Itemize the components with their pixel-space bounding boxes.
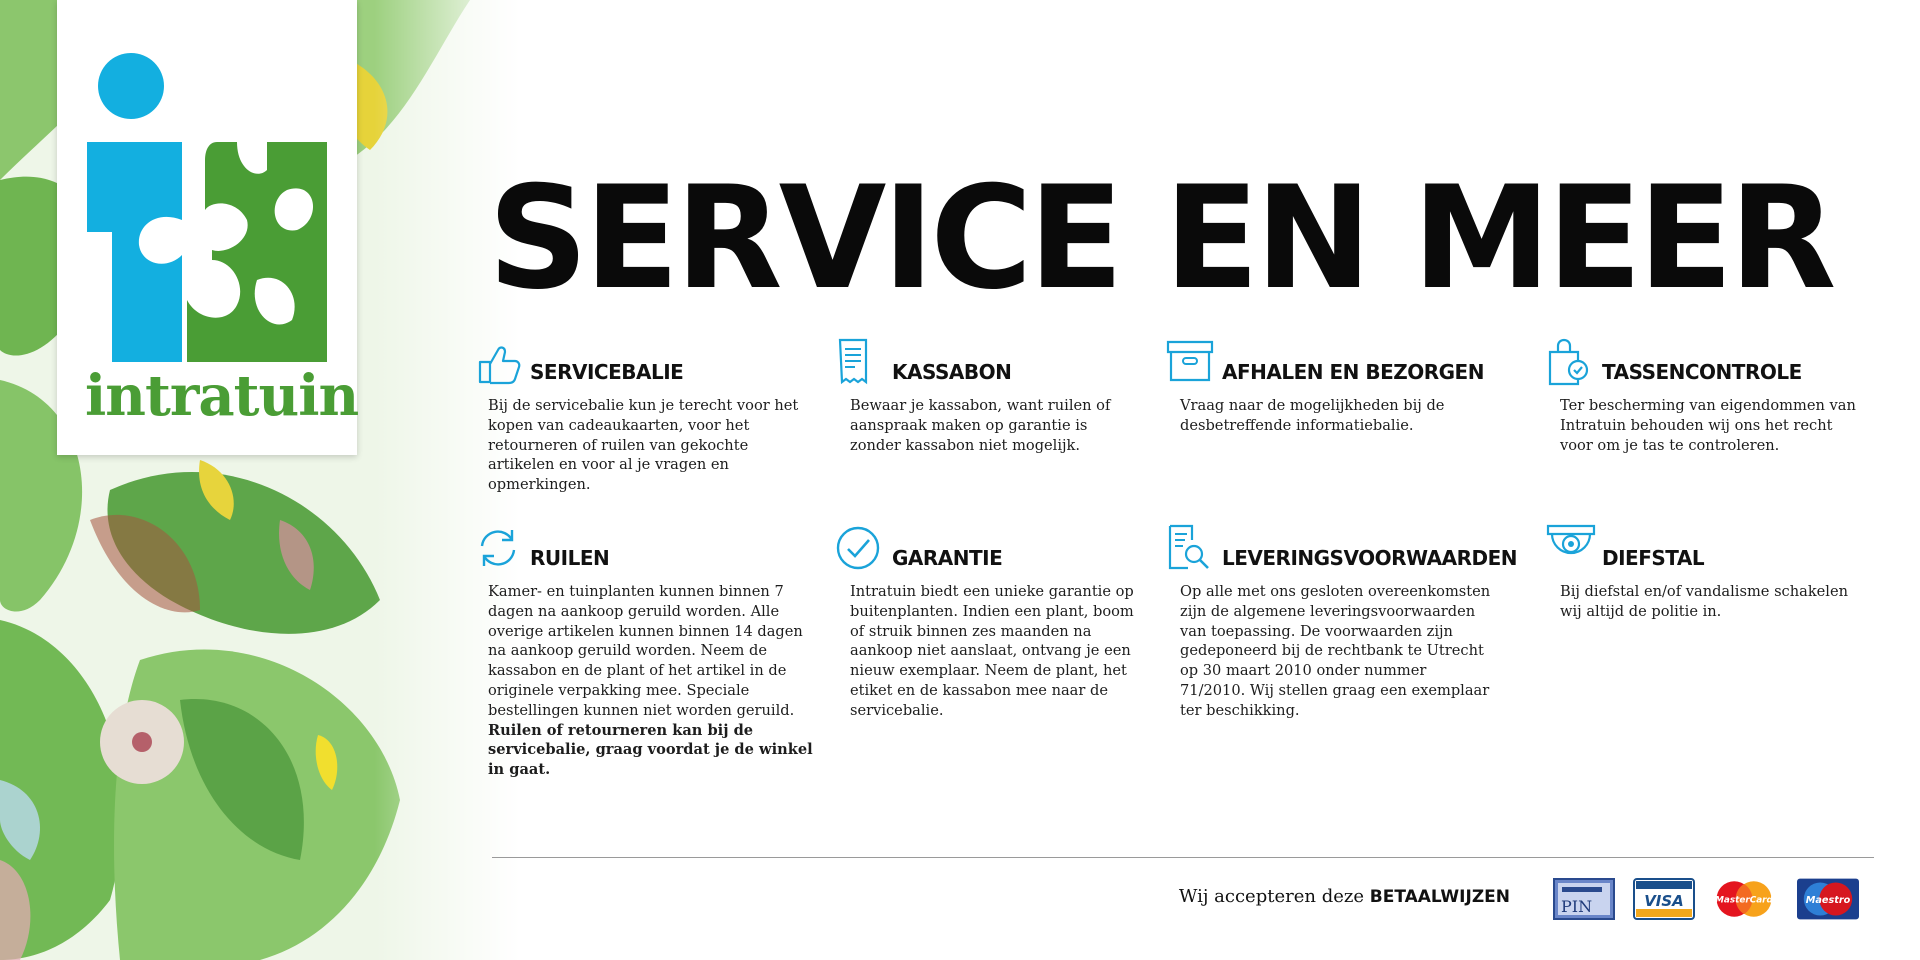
section-title: AFHALEN EN BEZORGEN (1222, 360, 1484, 384)
pin-card-icon (1553, 878, 1615, 920)
section-header (1166, 338, 1496, 386)
section-body (474, 396, 814, 495)
receipt-icon (836, 338, 886, 386)
section-tassencontrole (1546, 338, 1856, 455)
section-body-text: Op alle met ons gesloten overeenkomsten zijn de algemene leveringsvoorwaarden van toepassing. De voorwaarden zijn gedeponeerd bij de rechtbank te Utrecht op 30 maart 2010 onder nummer 71/2010. Wij stellen graag een exemplaar ter beschikking. (1180, 583, 1491, 719)
section-title: RUILEN (530, 546, 610, 570)
box-icon (1166, 338, 1216, 386)
section-body (1546, 582, 1856, 622)
section-title: TASSENCONTROLE (1602, 360, 1802, 384)
section-header (836, 338, 1136, 386)
payment-methods-label (1179, 886, 1510, 907)
maestro-card-icon (1797, 878, 1859, 920)
section-body-text: Ter bescherming van eigendommen van Intratuin behouden wij ons het recht voor om je tas te controleren. (1560, 397, 1856, 454)
section-body-text: Bewaar je kassabon, want ruilen of aanspraak maken op garantie is zonder kassabon niet mogelijk. (850, 397, 1111, 454)
section-title: GARANTIE (892, 546, 1003, 570)
section-body (836, 396, 1136, 455)
section-header (836, 524, 1146, 572)
section-header (1546, 524, 1856, 572)
section-header (474, 524, 814, 572)
section-leveringsvoorwaarden (1166, 524, 1517, 721)
section-title: SERVICEBALIE (530, 360, 684, 384)
section-ruilen (474, 524, 814, 780)
section-header (1166, 524, 1517, 572)
exchange-arrows-icon (474, 524, 524, 572)
payment-label-bold: BETAALWIJZEN (1369, 887, 1510, 907)
logo-wordmark: intratuin (85, 363, 359, 429)
section-servicebalie (474, 338, 814, 495)
section-title: DIEFSTAL (1602, 546, 1705, 570)
section-body (836, 582, 1146, 721)
section-body (474, 582, 814, 780)
payment-label-prefix: Wij accepteren deze (1178, 886, 1365, 907)
section-header (1546, 338, 1856, 386)
mastercard-label: MasterCard (1715, 895, 1773, 906)
document-search-icon (1166, 524, 1216, 572)
section-body-emphasis: Ruilen of retourneren kan bij de servicebalie, graag voordat je de winkel in gaat. (488, 721, 813, 779)
section-title: LEVERINGSVOORWAARDEN (1222, 546, 1517, 570)
page-title: SERVICE EN MEER (488, 156, 1833, 321)
visa-card-label: VISA (1644, 892, 1684, 910)
maestro-card-label: Maestro (1805, 894, 1851, 906)
pin-card-label: PIN (1561, 897, 1593, 916)
thumbs-up-icon (474, 338, 524, 386)
section-kassabon (836, 338, 1136, 455)
section-body (1166, 396, 1496, 436)
section-title: KASSABON (892, 360, 1012, 384)
visa-card-icon (1633, 878, 1695, 920)
section-body-text: Intratuin biedt een unieke garantie op buitenplanten. Indien een plant, boom of struik binnen zes maanden na aankoop niet aanslaat, ontvang je een nieuw exemplaar. Neem de plant, het etiket en de kassabon mee naar de servicebalie. (850, 583, 1134, 719)
mastercard-icon (1713, 878, 1775, 920)
checkmark-circle-icon (836, 524, 886, 572)
footer-divider (492, 857, 1874, 858)
section-header (474, 338, 814, 386)
section-body (1546, 396, 1856, 455)
section-body-text: Bij diefstal en/of vandalisme schakelen wij altijd de politie in. (1560, 583, 1849, 620)
section-body-text: Kamer- en tuinplanten kunnen binnen 7 dagen na aankoop geruild worden. Alle overige artikelen kunnen binnen 14 dagen na aankoop geruild worden. Neem de kassabon en de plant of het artikel in de originele verpakking mee. Speciale bestellingen kunnen niet worden geruild. (488, 583, 803, 719)
section-body-text: Vraag naar de mogelijkheden bij de desbetreffende informatiebalie. (1180, 397, 1445, 434)
section-diefstal (1546, 524, 1856, 622)
section-garantie (836, 524, 1146, 721)
section-afhalen en bezorgen (1166, 338, 1496, 436)
intratuin-logo[interactable] (57, 0, 357, 455)
shopping-bag-check-icon (1546, 338, 1596, 386)
section-body (1166, 582, 1496, 721)
intratuin-logo-mark (87, 50, 327, 365)
section-body-text: Bij de servicebalie kun je terecht voor het kopen van cadeaukaarten, voor het retourneren of ruilen van gekochte artikelen en voor al je vragen en opmerkingen. (488, 397, 799, 494)
security-camera-icon (1546, 524, 1596, 572)
